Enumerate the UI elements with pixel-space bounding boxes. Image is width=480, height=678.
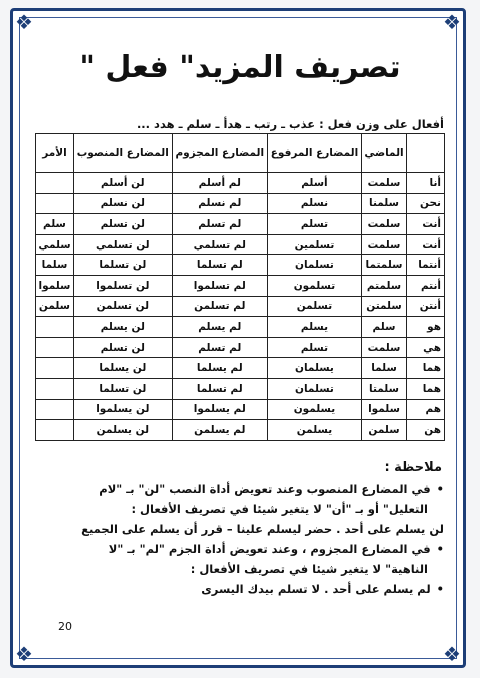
pronoun-cell: هن [407, 420, 445, 441]
table-row [36, 214, 445, 235]
table-cell: لن يسلموا [73, 399, 172, 420]
table-cell: لم تسلما [172, 255, 267, 276]
pronoun-cell: هم [407, 399, 445, 420]
table-row [36, 420, 445, 441]
table-row [36, 317, 445, 338]
table-cell: يسلمن [267, 420, 361, 441]
table-cell: تسلم [267, 337, 361, 358]
pronoun-cell: أنتما [407, 255, 445, 276]
table-cell: سلمي [36, 234, 74, 255]
table-cell: سلمت [361, 234, 406, 255]
note-line: •في المضارع المنصوب وعند تعويض أداة النصب "لن" بـ "لام [30, 479, 444, 499]
table-cell: لن تسلم [73, 337, 172, 358]
table-cell: سلم [361, 317, 406, 338]
table-row [36, 337, 445, 358]
table-cell: تسلم [267, 214, 361, 235]
table-cell: لن يسلم [73, 317, 172, 338]
table-cell: تسلمن [267, 296, 361, 317]
pronoun-cell: نحن [407, 193, 445, 214]
table-cell: سلموا [361, 399, 406, 420]
pronoun-cell: هما [407, 378, 445, 399]
table-cell: سلمت [361, 173, 406, 194]
table-row [36, 358, 445, 379]
page-title: تصريف المزيد" فعل " [79, 50, 401, 85]
table-cell: سلمتا [361, 378, 406, 399]
column-header: المضارع المجزوم [172, 134, 267, 173]
table-cell: لن يسلما [73, 358, 172, 379]
table-cell: لم أسلم [172, 173, 267, 194]
table-cell: لم نسلم [172, 193, 267, 214]
table-cell [36, 420, 74, 441]
pronoun-cell: أنتن [407, 296, 445, 317]
table-cell: لم تسلمن [172, 296, 267, 317]
table-row [36, 275, 445, 296]
table-cell: لم تسلم [172, 214, 267, 235]
column-header: المضارع المرفوع [267, 134, 361, 173]
column-header: المضارع المنصوب [73, 134, 172, 173]
table-cell [36, 317, 74, 338]
table-row [36, 378, 445, 399]
table-cell [36, 399, 74, 420]
table-cell [36, 337, 74, 358]
table-cell: سلمنا [361, 193, 406, 214]
table-cell: لن تسلمن [73, 296, 172, 317]
corner-ornament-icon: ❖ [15, 642, 33, 666]
table-cell: تسلمين [267, 234, 361, 255]
table-cell: سلمتما [361, 255, 406, 276]
table-cell: لن تسلم [73, 214, 172, 235]
table-cell: سلموا [36, 275, 74, 296]
table-cell: لم تسلموا [172, 275, 267, 296]
bullet-icon: • [436, 582, 444, 596]
table-cell: يسلم [267, 317, 361, 338]
table-cell [36, 173, 74, 194]
note-line: الناهية" لا يتغير شيئا في تصريف الأفعال : [190, 562, 428, 576]
table-cell: لم يسلم [172, 317, 267, 338]
table-cell: تسلمون [267, 275, 361, 296]
corner-ornament-icon: ❖ [15, 10, 33, 34]
pronoun-cell: هي [407, 337, 445, 358]
column-header [407, 134, 445, 173]
note-line: •في المضارع المجزوم ، وعند تعويض أداة الجزم "لم" بـ "لا [30, 539, 444, 559]
verb-pattern-subtitle: أفعال على وزن فعل : عذب ـ رتب ـ هدأ ـ سلم ـ هدد ... [136, 117, 444, 131]
table-cell: لم تسلما [172, 378, 267, 399]
table-cell: يسلمان [267, 358, 361, 379]
table-cell: سلمن [36, 296, 74, 317]
column-header: الأمر [36, 134, 74, 173]
note-line: •لم يسلم على أحد . لا تسلم بيدك اليسرى [30, 579, 444, 599]
pronoun-cell: هو [407, 317, 445, 338]
column-header: الماضي [361, 134, 406, 173]
table-cell [36, 358, 74, 379]
table-row [36, 234, 445, 255]
table-cell: تسلمان [267, 378, 361, 399]
table-cell: لن تسلمي [73, 234, 172, 255]
table-cell: سلمت [361, 337, 406, 358]
table-cell: سلم [36, 214, 74, 235]
bullet-icon: • [436, 482, 444, 496]
table-cell: تسلمان [267, 255, 361, 276]
table-cell: لم يسلما [172, 358, 267, 379]
table-cell: أسلم [267, 173, 361, 194]
pronoun-cell: أنت [407, 234, 445, 255]
notes-section [30, 479, 444, 599]
table-cell [36, 193, 74, 214]
note-line: التعليل" أو بـ "أن" لا يتغير شيئا في تصريف الأفعال : [131, 502, 428, 516]
page-number: 20 [58, 620, 72, 633]
table-cell: لن تسلموا [73, 275, 172, 296]
table-row [36, 255, 445, 276]
pronoun-cell: أنت [407, 214, 445, 235]
note-example: لن يسلم على أحد . حضر ليسلم علينا – قرر أن يسلم على الجميع [81, 522, 444, 536]
pronoun-cell: أنتم [407, 275, 445, 296]
corner-ornament-icon: ❖ [443, 642, 461, 666]
table-row [36, 193, 445, 214]
table-cell [36, 378, 74, 399]
notes-heading: ملاحظة : [384, 460, 442, 475]
bullet-icon: • [436, 542, 444, 556]
conjugation-table [35, 133, 445, 441]
table-cell: لم يسلمن [172, 420, 267, 441]
table-cell: نسلم [267, 193, 361, 214]
table-cell: لم تسلم [172, 337, 267, 358]
table-cell: سلما [36, 255, 74, 276]
table-cell: لن تسلما [73, 255, 172, 276]
table-cell: سلمتم [361, 275, 406, 296]
table-cell: سلما [361, 358, 406, 379]
table-cell: لن تسلما [73, 378, 172, 399]
pronoun-cell: أنا [407, 173, 445, 194]
pronoun-cell: هما [407, 358, 445, 379]
table-cell: لن أسلم [73, 173, 172, 194]
table-cell: لن نسلم [73, 193, 172, 214]
table-row [36, 399, 445, 420]
table-cell: لم تسلمي [172, 234, 267, 255]
table-cell: سلمن [361, 420, 406, 441]
table-cell: يسلمون [267, 399, 361, 420]
table-cell: لم يسلموا [172, 399, 267, 420]
table-cell: سلمتن [361, 296, 406, 317]
table-cell: لن يسلمن [73, 420, 172, 441]
corner-ornament-icon: ❖ [443, 10, 461, 34]
table-cell: سلمت [361, 214, 406, 235]
table-row [36, 296, 445, 317]
table-header-row [36, 134, 445, 173]
table-row [36, 173, 445, 194]
